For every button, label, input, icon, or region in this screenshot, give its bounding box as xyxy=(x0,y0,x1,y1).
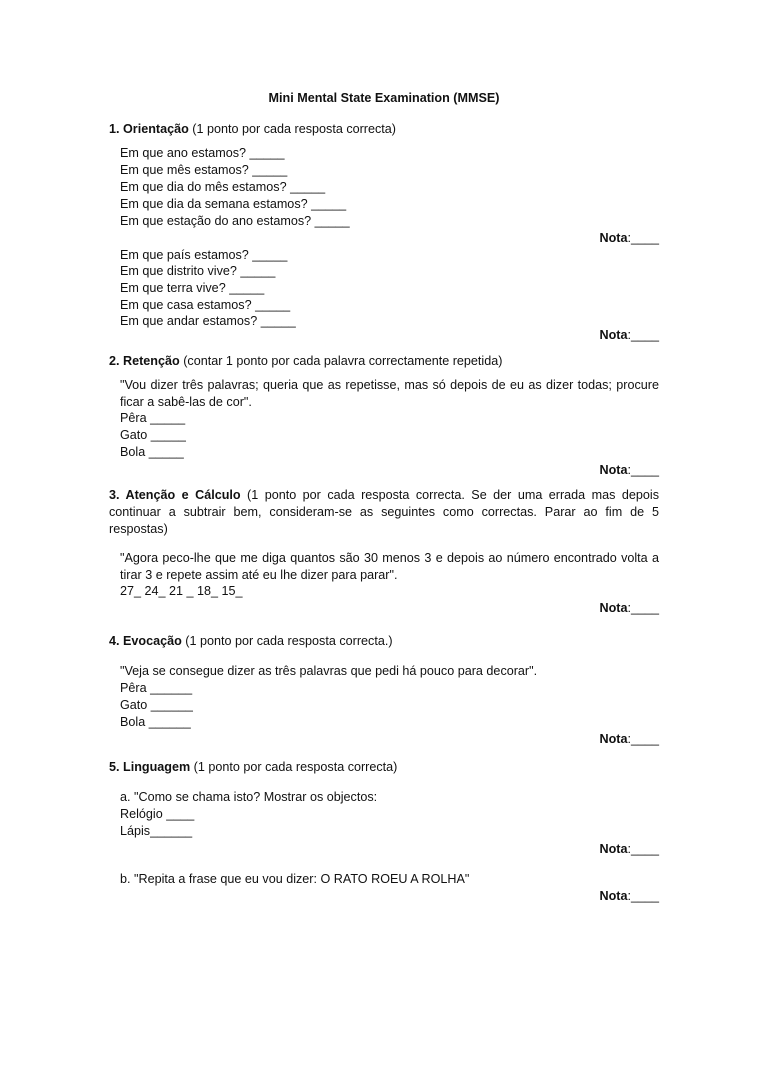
section-2-heading xyxy=(109,353,502,369)
score-field xyxy=(599,731,659,747)
object-item: Relógio ____ xyxy=(120,807,195,821)
score-label: Nota xyxy=(599,732,628,746)
subtraction-sequence: 27_ 24_ 21 _ 18_ 15_ xyxy=(120,584,243,598)
question: Em que estação do ano estamos? _____ xyxy=(120,214,350,228)
score-label: Nota xyxy=(599,463,628,477)
score-field xyxy=(599,327,659,343)
word-item: Pêra _____ xyxy=(120,411,186,425)
score-label: Nota xyxy=(599,842,628,856)
section-note: (contar 1 ponto por cada palavra correctamente repetida) xyxy=(179,354,503,368)
section-note: (1 ponto por cada resposta correcta) xyxy=(190,760,398,774)
instruction-quote: "Agora peco-lhe que me diga quantos são 30 menos 3 e depois ao número encontrado volta a tirar 3 e repete assim até eu lhe dizer para parar". xyxy=(120,551,659,582)
section-title: 5. Linguagem xyxy=(109,760,191,774)
score-blank: :____ xyxy=(627,328,659,342)
page-title: Mini Mental State Examination (MMSE) xyxy=(268,91,500,105)
score-blank: :____ xyxy=(627,889,659,903)
word-item: Bola _____ xyxy=(120,445,184,459)
word-item: Bola ______ xyxy=(120,715,191,729)
word-item: Gato _____ xyxy=(120,428,186,442)
section-4-heading xyxy=(109,633,393,649)
instruction-a: a. "Como se chama isto? Mostrar os objectos: xyxy=(120,790,378,804)
instruction-b: b. "Repita a frase que eu vou dizer: O RATO ROEU A ROLHA" xyxy=(120,872,470,886)
section-1-heading xyxy=(109,121,396,137)
question: Em que dia da semana estamos? _____ xyxy=(120,197,347,211)
section-3-heading xyxy=(109,487,659,537)
score-blank: :____ xyxy=(627,601,659,615)
word-item: Gato ______ xyxy=(120,698,193,712)
score-field xyxy=(599,462,659,478)
instruction-quote: "Veja se consegue dizer as três palavras que pedi há pouco para decorar". xyxy=(120,664,538,678)
section-title: 1. Orientação xyxy=(109,122,189,136)
score-blank: :____ xyxy=(627,231,659,245)
section-note: (1 ponto por cada resposta correcta. Se der uma errada mas depois continuar a subtrair bem, consideram-se as seguintes como correctas. Parar ao fim de 5 respostas) xyxy=(109,488,659,536)
section-title: 2. Retenção xyxy=(109,354,180,368)
question: Em que mês estamos? _____ xyxy=(120,163,288,177)
question: Em que terra vive? _____ xyxy=(120,281,265,295)
object-item: Lápis______ xyxy=(120,824,193,838)
question: Em que casa estamos? _____ xyxy=(120,298,291,312)
score-field xyxy=(599,888,659,904)
score-label: Nota xyxy=(599,231,628,245)
question: Em que dia do mês estamos? _____ xyxy=(120,180,326,194)
score-field xyxy=(599,841,659,857)
score-blank: :____ xyxy=(627,842,659,856)
score-blank: :____ xyxy=(627,463,659,477)
question: Em que distrito vive? _____ xyxy=(120,264,276,278)
question: Em que país estamos? _____ xyxy=(120,248,288,262)
word-item: Pêra ______ xyxy=(120,681,193,695)
question: Em que ano estamos? _____ xyxy=(120,146,285,160)
section-title: 4. Evocação xyxy=(109,634,182,648)
section-title: 3. Atenção e Cálculo xyxy=(109,488,241,502)
section-5-heading xyxy=(109,759,397,775)
question: Em que andar estamos? _____ xyxy=(120,314,296,328)
score-blank: :____ xyxy=(627,732,659,746)
section-note: (1 ponto por cada resposta correcta) xyxy=(188,122,397,136)
score-label: Nota xyxy=(599,601,628,615)
score-label: Nota xyxy=(599,328,628,342)
score-field xyxy=(599,600,659,616)
instruction-quote: "Vou dizer três palavras; queria que as repetisse, mas só depois de eu as dizer todas; procure ficar a sabê-las de cor". xyxy=(120,378,659,409)
section-note: (1 ponto por cada resposta correcta.) xyxy=(181,634,393,648)
score-field xyxy=(599,230,659,246)
score-label: Nota xyxy=(599,889,628,903)
